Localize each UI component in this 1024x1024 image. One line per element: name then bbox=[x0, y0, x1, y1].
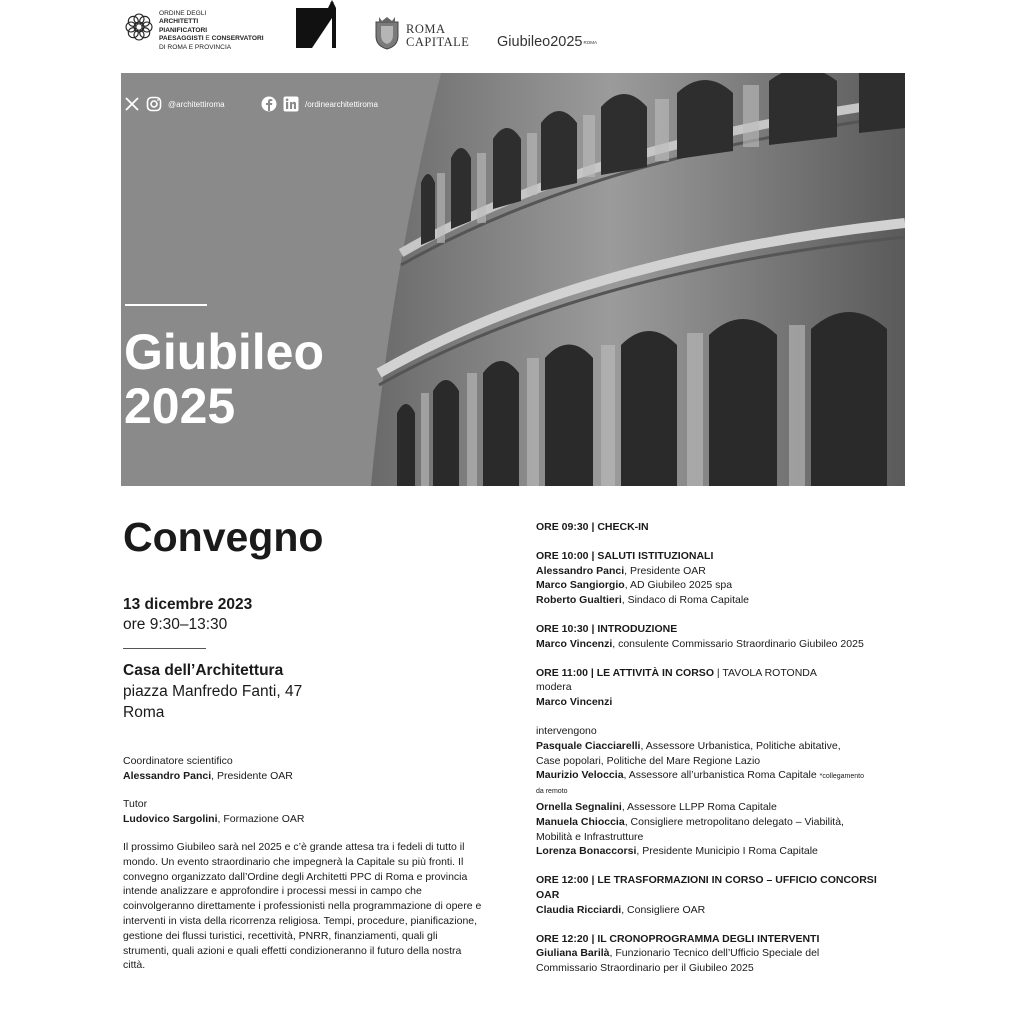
session-time: ORE 12:00 bbox=[536, 874, 589, 887]
speaker-name: Alessandro Panci bbox=[536, 564, 625, 577]
session-separator: | bbox=[588, 521, 598, 533]
moderator-name: Marco Vincenzi bbox=[536, 696, 613, 709]
oar-logo-line5: DI ROMA E PROVINCIA bbox=[159, 43, 232, 51]
session-title: SALUTI ISTITUZIONALI bbox=[597, 549, 714, 562]
speaker-role: , Sindaco di Roma Capitale bbox=[621, 594, 750, 607]
speaker-role-cont: Case popolari, Politiche del Mare Regione Lazio bbox=[536, 754, 761, 767]
speaker-line bbox=[536, 800, 908, 815]
tutor-role: , Formazione OAR bbox=[217, 812, 305, 825]
speaker-role: , Consigliere OAR bbox=[621, 903, 706, 916]
program-session bbox=[536, 666, 908, 860]
hero-title-line1: Giubileo bbox=[124, 324, 324, 380]
oar-rosette-icon bbox=[123, 11, 155, 43]
speaker-name: Roberto Gualtieri bbox=[536, 594, 622, 607]
speaker-line bbox=[536, 768, 908, 785]
event-type-heading: Convegno bbox=[123, 514, 324, 560]
speaker-line bbox=[536, 815, 908, 830]
speaker-name: Lorenza Bonaccorsi bbox=[536, 845, 637, 858]
roma-crest-icon bbox=[373, 16, 401, 50]
speaker-note-cont: da remoto bbox=[536, 788, 568, 796]
social-handle-1[interactable]: @architettiroma bbox=[168, 99, 225, 109]
oar-logo-line4b: E bbox=[203, 35, 212, 43]
coordinator-name: Alessandro Panci bbox=[123, 769, 212, 782]
social-group-2 bbox=[261, 96, 378, 112]
session-time: ORE 09:30 bbox=[536, 521, 589, 533]
giubileo-logo-text: Giubileo2025 bbox=[497, 34, 583, 50]
session-title: LE ATTIVITÀ IN CORSO bbox=[596, 666, 714, 679]
speaker-name: Maurizio Veloccia bbox=[536, 769, 624, 782]
event-description: Il prossimo Giubileo sarà nel 2025 e c’è grande attesa tra i fedeli di tutto il mondo. Un evento straordinario che impegnerà la Capitale su più fronti. Il convegno organizzato dall’Ordine degli Architetti PPC di Roma e provincia intende analizzare e approfondire i processi messi in campo che coinvolgeranno direttamente i professionisti nella programmazione di opere e interventi in vista della ricorrenza religiosa. Tempi, procedure, pianificazione, gestione dei flussi turistici, recettività, PNRR, finanziamenti, quali gli strumenti, quali azioni e quali effetti condizioneranno il futuro della nostra città. bbox=[123, 841, 482, 972]
oar-logo-line4c: CONSERVATORI bbox=[211, 35, 264, 43]
speaker-name: Marco Vincenzi bbox=[536, 637, 613, 650]
speaker-name: Claudia Ricciardi bbox=[536, 903, 622, 916]
oar-logo-line4a: PAESAGGISTI bbox=[159, 35, 204, 43]
speaker-line bbox=[536, 637, 908, 652]
session-extra: | TAVOLA ROTONDA bbox=[713, 666, 817, 679]
oar-logo-line2: ARCHITETTI bbox=[159, 18, 199, 26]
giubileo-logo-sub: ROMA bbox=[583, 40, 597, 45]
program-session bbox=[536, 549, 908, 608]
tutor-name: Ludovico Sargolini bbox=[123, 812, 218, 825]
session-title: INTRODUZIONE bbox=[597, 622, 678, 635]
speaker-line bbox=[536, 844, 908, 859]
event-venue: Casa dell’Architettura bbox=[123, 662, 284, 679]
session-time: ORE 11:00 bbox=[536, 666, 588, 679]
linkedin-icon[interactable] bbox=[283, 96, 299, 112]
tutor-label: Tutor bbox=[123, 798, 148, 810]
session-time: ORE 10:00 bbox=[536, 549, 589, 562]
social-group-1 bbox=[124, 96, 225, 112]
speaker-role: , Assessore all’urbanistica Roma Capitale bbox=[623, 769, 820, 782]
speaker-name: Marco Sangiorgio bbox=[536, 579, 625, 592]
speaker-role: , Assessore Urbanistica, Politiche abitative, bbox=[640, 739, 841, 752]
speaker-role: , consulente Commissario Straordinario Giubileo 2025 bbox=[612, 637, 864, 650]
speaker-name: Giuliana Barilà bbox=[536, 947, 610, 960]
speaker-role: , AD Giubileo 2025 spa bbox=[624, 579, 733, 592]
event-date: 13 dicembre 2023 bbox=[123, 596, 253, 613]
oar-logo bbox=[123, 10, 283, 52]
program-session bbox=[536, 932, 908, 976]
roma-capitale-logo bbox=[373, 16, 473, 52]
coordinator-block bbox=[123, 754, 293, 783]
speaker-role: , Presidente Municipio I Roma Capitale bbox=[636, 845, 818, 858]
session-title-cont: OAR bbox=[536, 888, 560, 901]
speaker-line bbox=[536, 593, 908, 608]
program-schedule bbox=[536, 520, 908, 990]
speaker-role-cont: Mobilità e Infrastrutture bbox=[536, 830, 644, 843]
session-separator: | bbox=[587, 666, 597, 679]
speaker-line bbox=[536, 578, 908, 593]
speaker-line bbox=[536, 903, 908, 918]
event-address: piazza Manfredo Fanti, 47 bbox=[123, 683, 303, 700]
coordinator-label: Coordinatore scientifico bbox=[123, 755, 233, 767]
info-divider bbox=[123, 648, 206, 649]
giubileo-2025-logo bbox=[497, 34, 597, 50]
speaker-line bbox=[536, 946, 908, 961]
session-time: ORE 12:20 bbox=[536, 932, 589, 945]
session-separator: | bbox=[588, 874, 598, 887]
speaker-role-cont: Commissario Straordinario per il Giubileo 2025 bbox=[536, 962, 754, 975]
hero-divider bbox=[125, 304, 207, 306]
speaker-note: *collegamento bbox=[819, 773, 865, 781]
oar-logo-line1: ORDINE DEGLI bbox=[159, 10, 207, 17]
session-title: CHECK-IN bbox=[597, 521, 649, 533]
session-separator: | bbox=[588, 932, 598, 945]
oar-logo-line3: PIANIFICATORI bbox=[159, 26, 208, 34]
event-time: ore 9:30–13:30 bbox=[123, 616, 228, 633]
session-title: IL CRONOPROGRAMMA DEGLI INTERVENTI bbox=[597, 932, 820, 945]
program-session bbox=[536, 873, 908, 917]
program-session bbox=[536, 520, 908, 535]
roma-logo-line2: CAPITALE bbox=[406, 35, 470, 49]
speaker-line bbox=[536, 564, 908, 579]
tutor-block bbox=[123, 797, 304, 826]
hero-title-line2: 2025 bbox=[124, 378, 236, 434]
x-twitter-icon[interactable] bbox=[124, 96, 140, 112]
hero-banner bbox=[121, 73, 905, 486]
social-handle-2[interactable]: /ordinearchitettiroma bbox=[305, 99, 378, 109]
coordinator-role: , Presidente OAR bbox=[211, 769, 293, 782]
session-title: LE TRASFORMAZIONI IN CORSO – UFFICIO CONCORSI bbox=[597, 874, 877, 887]
event-city: Roma bbox=[123, 704, 165, 721]
speaker-name: Manuela Chioccia bbox=[536, 815, 625, 828]
session-time: ORE 10:30 bbox=[536, 622, 589, 635]
speaker-name: Ornella Segnalini bbox=[536, 800, 622, 813]
program-session bbox=[536, 622, 908, 652]
session-separator: | bbox=[588, 549, 598, 562]
speakers-label: intervengono bbox=[536, 724, 597, 737]
roma-logo-line1: ROMA bbox=[406, 22, 446, 36]
speaker-role: , Funzionario Tecnico dell’Ufficio Speciale del bbox=[609, 947, 820, 960]
casa-architettura-icon bbox=[296, 0, 342, 50]
speaker-role: , Consigliere metropolitano delegato – Viabilità, bbox=[624, 815, 844, 828]
speaker-role: , Presidente OAR bbox=[624, 564, 706, 577]
instagram-icon[interactable] bbox=[146, 96, 162, 112]
speaker-role: , Assessore LLPP Roma Capitale bbox=[621, 800, 777, 813]
hero-title bbox=[124, 325, 324, 433]
speaker-name: Pasquale Ciacciarelli bbox=[536, 739, 641, 752]
moderator-label: modera bbox=[536, 681, 572, 694]
speaker-line bbox=[536, 739, 908, 754]
facebook-icon[interactable] bbox=[261, 96, 277, 112]
casa-architettura-logo bbox=[296, 0, 342, 50]
session-separator: | bbox=[588, 622, 598, 635]
